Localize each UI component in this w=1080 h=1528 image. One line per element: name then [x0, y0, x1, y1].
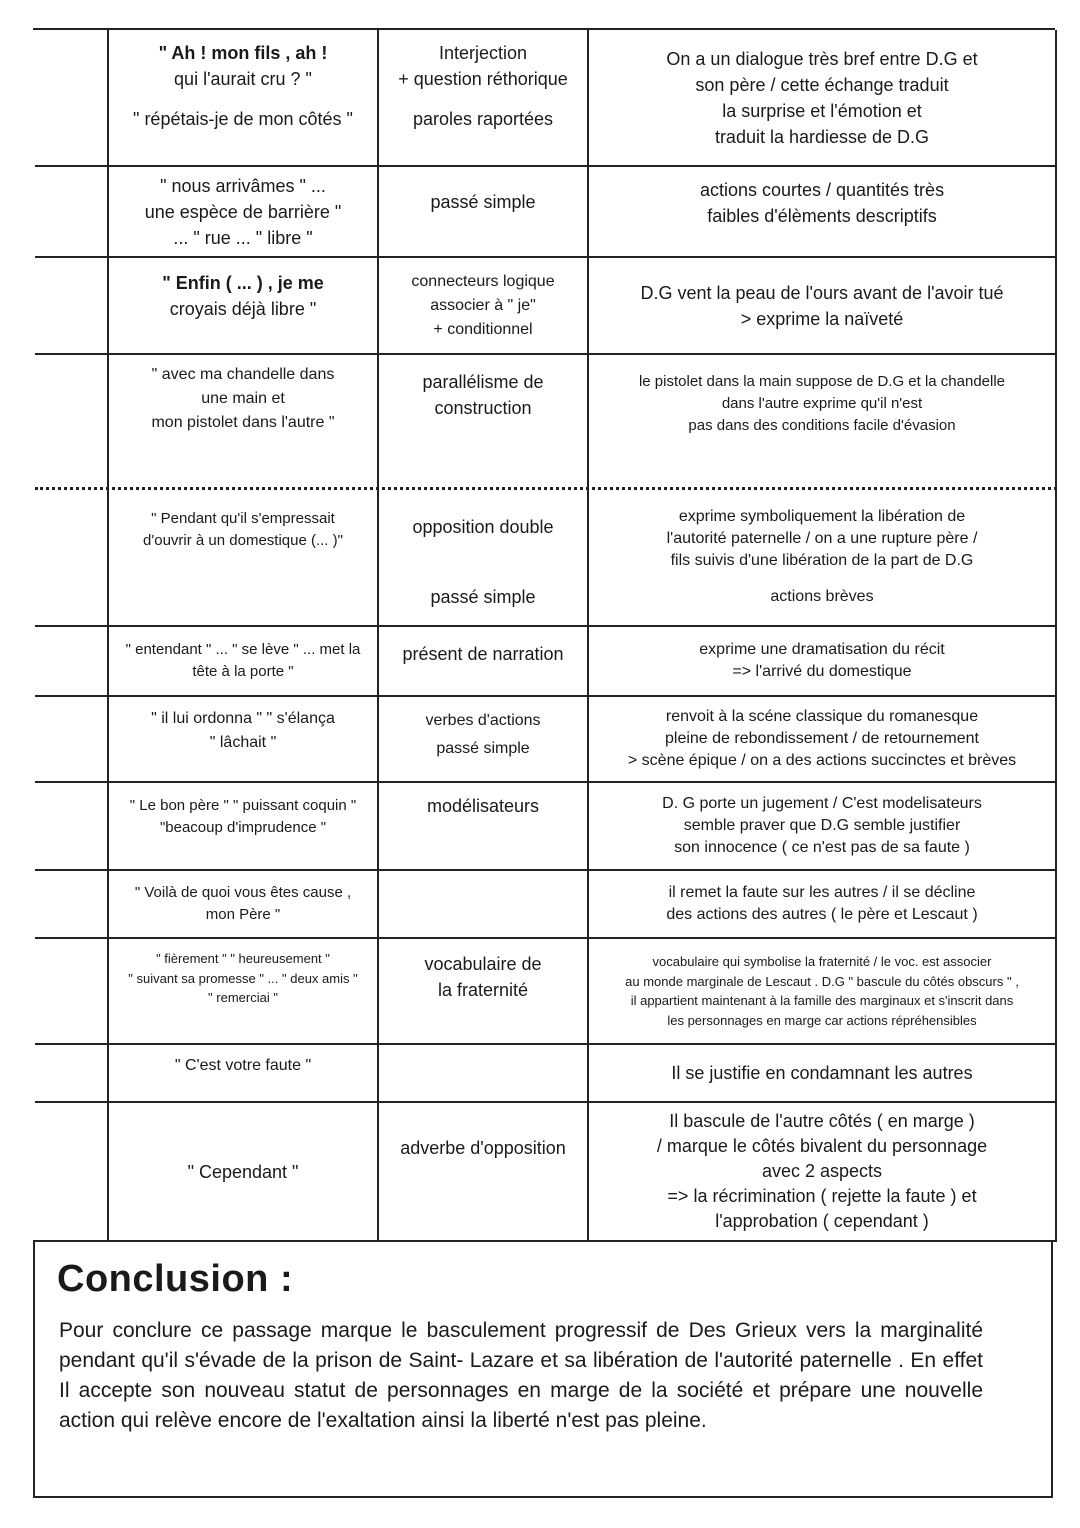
procede-line: paroles raportées — [412, 109, 554, 129]
row-marker-cell — [35, 30, 109, 165]
citation-cell — [109, 1103, 379, 1240]
citation-line: " fièrement " " heureusement " — [156, 951, 330, 966]
procede-cell — [379, 167, 589, 256]
citation-line: " Voilà de quoi vous êtes cause , — [134, 884, 352, 901]
table-row — [35, 939, 1057, 1045]
procede-line: modélisateurs — [426, 796, 540, 816]
citation-cell — [109, 1045, 379, 1101]
citation-line: " entendant " ... " se lève " ... met la — [125, 641, 361, 658]
citation-line: " nous arrivâmes " ... — [160, 175, 326, 196]
citation-cell — [109, 939, 379, 1043]
interpretation-line: Il bascule de l'autre côtés ( en marge ) — [669, 1111, 975, 1131]
row-marker-cell — [35, 167, 109, 256]
procede-line: + question réthorique — [398, 69, 568, 89]
citation-line: mon Père " — [205, 906, 281, 923]
interpretation-line: Il se justifie en condamnant les autres — [671, 1063, 973, 1083]
interpretation-line: / marque le côtés bivalent du personnage — [656, 1136, 988, 1156]
interpretation-line: traduit la hardiesse de D.G — [714, 126, 930, 147]
row-marker-cell — [35, 258, 109, 353]
interpretation-line: les personnages en marge car actions répréhensibles — [667, 1012, 977, 1028]
interpretation-line: => la récrimination ( rejette la faute ) et — [667, 1186, 977, 1206]
interpretation-cell — [589, 939, 1057, 1043]
citation-line: " avec ma chandelle dans — [151, 366, 335, 383]
citation-cell — [109, 30, 379, 165]
interpretation-cell — [589, 490, 1057, 625]
procede-cell — [379, 490, 589, 625]
citation-line-bold: " Ah ! mon fils , ah ! — [158, 43, 328, 63]
interpretation-line: exprime symboliquement la libération de — [678, 508, 966, 525]
procede-line: la fraternité — [437, 980, 529, 1000]
row-marker-cell — [35, 1045, 109, 1101]
table-row — [35, 1103, 1057, 1242]
row-marker-cell — [35, 697, 109, 781]
procede-cell — [379, 939, 589, 1043]
citation-line: " Cependant " — [187, 1161, 299, 1182]
interpretation-line: D.G vent la peau de l'ours avant de l'avoir tué — [640, 282, 1004, 303]
citation-cell — [109, 697, 379, 781]
interpretation-cell — [589, 30, 1057, 165]
table-row — [35, 1045, 1057, 1103]
citation-line-bold: " Enfin ( ... ) , je me — [162, 273, 324, 293]
procede-cell — [379, 30, 589, 165]
procede-line: associer à " je" — [430, 296, 536, 314]
table-row — [35, 871, 1057, 939]
citation-line: croyais déjà libre " — [169, 299, 317, 319]
interpretation-line: > exprime la naïveté — [740, 308, 904, 329]
procede-line: parallélisme de — [422, 372, 544, 392]
interpretation-line: l'approbation ( cependant ) — [715, 1211, 929, 1231]
citation-line: " remerciai " — [208, 990, 278, 1005]
interpretation-line: la surprise et l'émotion et — [722, 100, 922, 121]
procede-line: passé simple — [430, 192, 536, 212]
procede-line: opposition double — [412, 517, 554, 537]
procede-line: construction — [434, 398, 532, 418]
interpretation-line: il remet la faute sur les autres / il se décline — [668, 884, 976, 901]
procede-cell — [379, 697, 589, 781]
citation-line: qui l'aurait cru ? " — [174, 69, 312, 89]
row-marker-cell — [35, 1103, 109, 1240]
citation-line: " suivant sa promesse " ... " deux amis " — [128, 970, 358, 986]
citation-cell — [109, 355, 379, 487]
procede-line: passé simple — [430, 587, 536, 607]
procede-line: connecteurs logique — [411, 272, 555, 290]
interpretation-line: vocabulaire qui symbolise la fraternité / le voc. est associer — [652, 954, 992, 969]
interpretation-line: il appartient maintenant à la famille des marginaux et s'inscrit dans — [630, 993, 1014, 1008]
procede-cell — [379, 783, 589, 869]
interpretation-line: dans l'autre exprime qu'il n'est — [721, 395, 923, 412]
row-marker-cell — [35, 783, 109, 869]
procede-cell — [379, 355, 589, 487]
interpretation-line: le pistolet dans la main suppose de D.G et la chandelle — [638, 373, 1006, 390]
row-marker-cell — [35, 355, 109, 487]
interpretation-line: actions brèves — [770, 588, 874, 605]
interpretation-line: => l'arrivé du domestique — [732, 663, 912, 680]
procede-line: présent de narration — [402, 644, 564, 664]
citation-line: " lâchait " — [209, 734, 277, 751]
procede-line: passé simple — [436, 740, 530, 757]
citation-line: tête à la porte " — [192, 663, 294, 680]
interpretation-line: > scène épique / on a des actions succinctes et brèves — [627, 752, 1017, 769]
interpretation-cell — [589, 258, 1057, 353]
citation-line: d'ouvrir à un domestique (... )" — [143, 532, 343, 549]
citation-line: mon pistolet dans l'autre " — [151, 414, 335, 431]
conclusion-title: Conclusion : — [57, 1258, 294, 1300]
citation-line: " C'est votre faute " — [174, 1057, 312, 1074]
interpretation-line: D. G porte un jugement / C'est modelisateurs — [662, 795, 982, 812]
interpretation-line: On a un dialogue très bref entre D.G et — [666, 48, 978, 69]
row-marker-cell — [35, 939, 109, 1043]
interpretation-cell — [589, 783, 1057, 869]
interpretation-cell — [589, 871, 1057, 937]
citation-cell — [109, 627, 379, 695]
table-row — [35, 355, 1057, 490]
document-sheet — [33, 28, 1055, 1498]
citation-cell — [109, 490, 379, 625]
interpretation-cell — [589, 1103, 1057, 1240]
interpretation-line: son père / cette échange traduit — [695, 74, 949, 95]
interpretation-line: actions courtes / quantités très — [699, 180, 945, 200]
table-row — [35, 30, 1057, 167]
citation-cell — [109, 871, 379, 937]
interpretation-line: faibles d'élèments descriptifs — [707, 206, 937, 226]
citation-line: " il lui ordonna " " s'élança — [151, 710, 335, 727]
interpretation-cell — [589, 355, 1057, 487]
table-row — [35, 627, 1057, 697]
interpretation-line: pas dans des conditions facile d'évasion — [688, 417, 956, 434]
citation-cell — [109, 783, 379, 869]
interpretation-line: semble praver que D.G semble justifier — [683, 817, 961, 834]
conclusion-section — [33, 1240, 1053, 1498]
interpretation-line: au monde marginale de Lescaut . D.G " bascule du côtés obscurs " , — [625, 973, 1019, 989]
table-row — [35, 490, 1057, 627]
interpretation-line: son innocence ( ce n'est pas de sa faute ) — [674, 839, 970, 856]
procede-cell — [379, 627, 589, 695]
procede-cell — [379, 871, 589, 937]
procede-line: vocabulaire de — [424, 954, 542, 974]
procede-cell — [379, 258, 589, 353]
interpretation-cell — [589, 1045, 1057, 1101]
interpretation-cell — [589, 627, 1057, 695]
interpretation-line: exprime une dramatisation du récit — [699, 641, 945, 658]
citation-line: " Le bon père " " puissant coquin " — [129, 797, 357, 814]
row-marker-cell — [35, 627, 109, 695]
interpretation-line: l'autorité paternelle / on a une rupture père / — [666, 530, 978, 547]
procede-line: verbes d'actions — [425, 712, 541, 729]
interpretation-line: des actions des autres ( le père et Lescaut ) — [666, 906, 978, 923]
procede-line: adverbe d'opposition — [400, 1138, 566, 1158]
interpretation-cell — [589, 697, 1057, 781]
interpretation-line: avec 2 aspects — [761, 1161, 883, 1181]
interpretation-cell — [589, 167, 1057, 256]
interpretation-line: pleine de rebondissement / de retournement — [665, 730, 979, 747]
table-row — [35, 783, 1057, 871]
interpretation-line: renvoit à la scéne classique du romanesque — [665, 708, 979, 725]
citation-line: ... " rue ... " libre " — [173, 227, 313, 248]
citation-cell — [109, 258, 379, 353]
procede-cell — [379, 1045, 589, 1101]
citation-line: " répétais-je de mon côtés " — [133, 109, 353, 129]
procede-line: + conditionnel — [433, 320, 533, 338]
citation-cell — [109, 167, 379, 256]
conclusion-text: Pour conclure ce passage marque le basculement progressif de Des Grieux vers la marginalité pendant qu'il s'évade de la prison de Saint- Lazare et sa libération de l'autorité paternelle . En effet Il accepte son nouveau statut de personnages en marge de la société et prépare une nouvelle action qui relève encore de l'exaltation ainsi la liberté n'est pas pleine. — [59, 1319, 983, 1432]
citation-line: une main et — [201, 390, 285, 407]
procede-cell — [379, 1103, 589, 1240]
citation-line: " Pendant qu'il s'empressait — [151, 510, 335, 527]
procede-line: Interjection — [438, 43, 528, 63]
row-marker-cell — [35, 490, 109, 625]
table-row — [35, 258, 1057, 355]
table-row — [35, 697, 1057, 783]
row-marker-cell — [35, 871, 109, 937]
citation-line: une espèce de barrière " — [144, 201, 342, 222]
table-row — [35, 167, 1057, 258]
analysis-table — [33, 28, 1055, 1231]
citation-line: "beacoup d'imprudence " — [159, 819, 327, 836]
interpretation-line: fils suivis d'une libération de la part de D.G — [670, 552, 974, 569]
